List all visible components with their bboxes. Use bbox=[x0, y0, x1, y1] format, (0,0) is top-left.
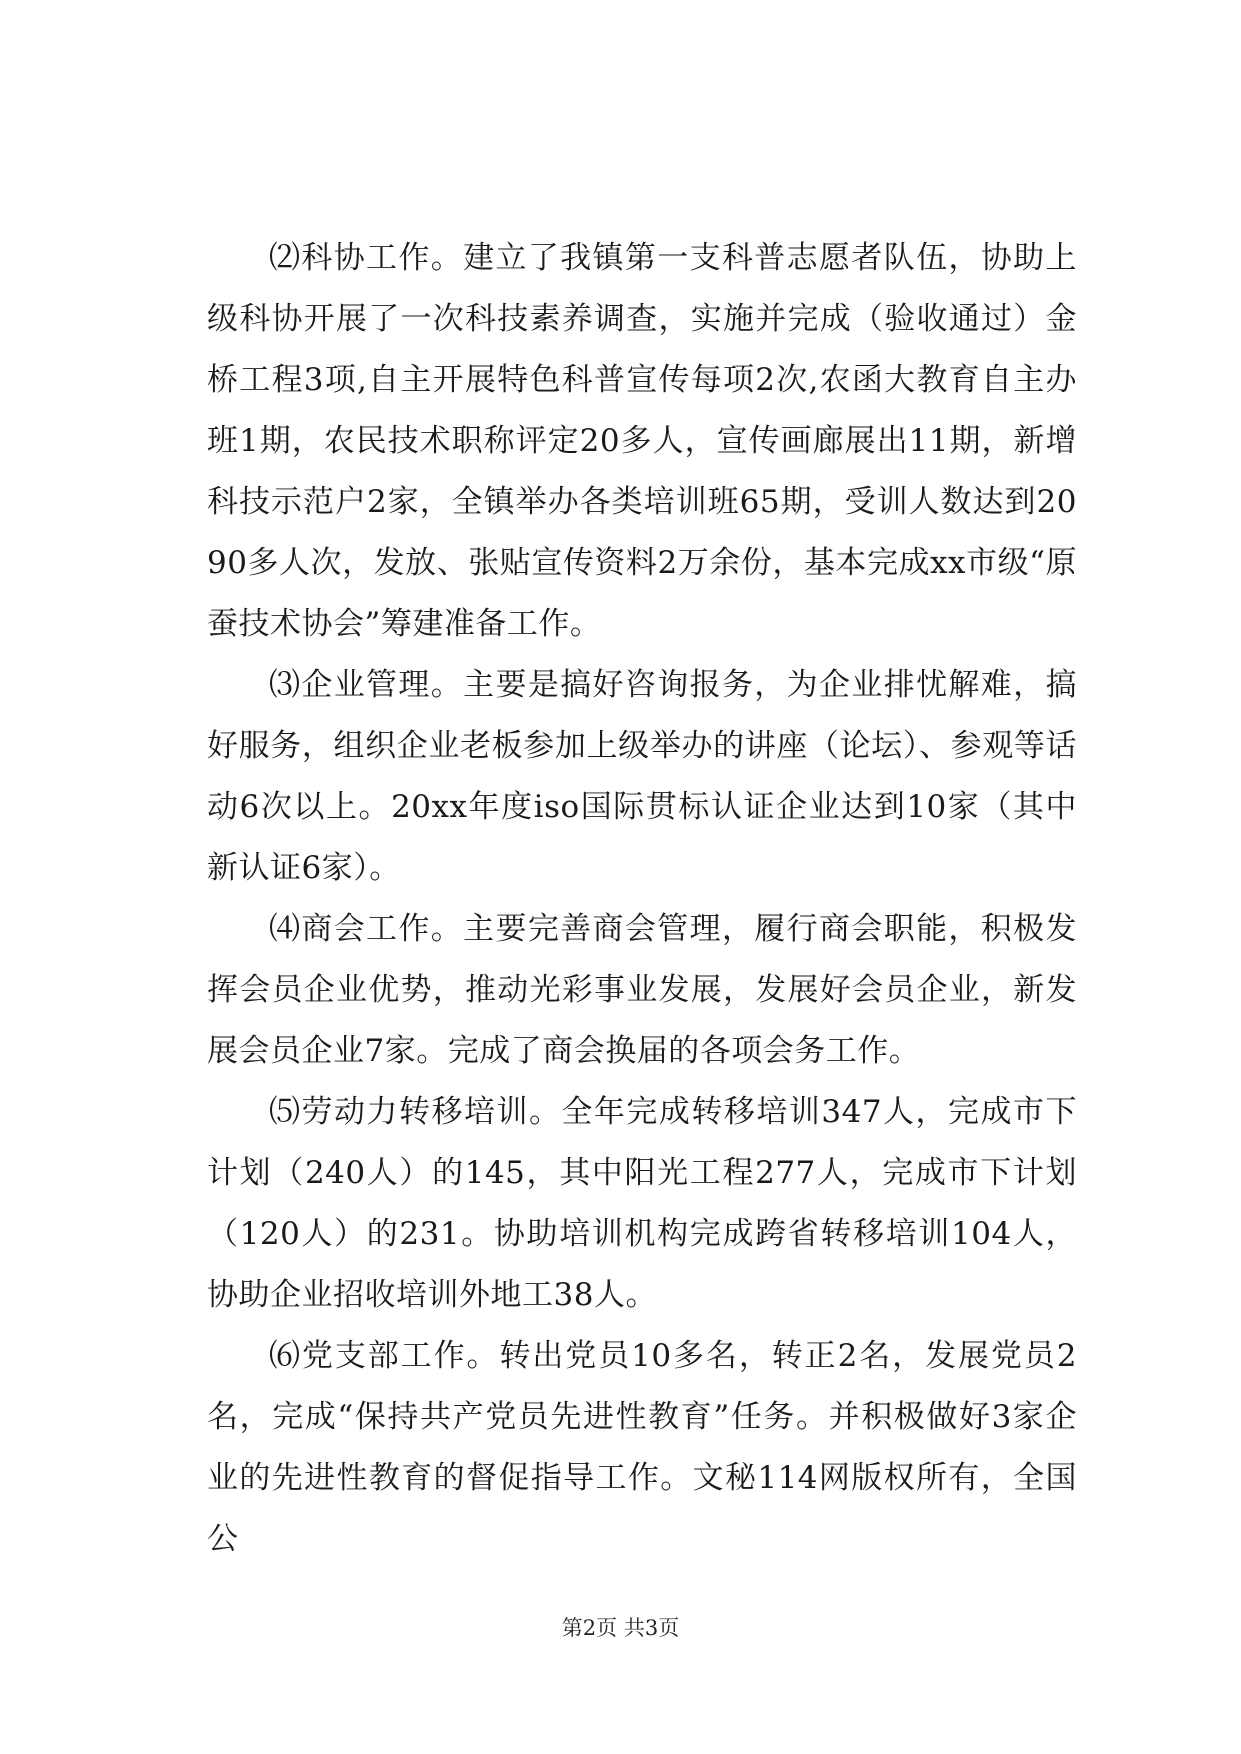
paragraph-chamber-of-commerce: ⑷商会工作。主要完善商会管理，履行商会职能，积极发挥会员企业优势，推动光彩事业发展，发展好会员企业，新发展会员企业7家。完成了商会换届的各项会务工作。 bbox=[207, 911, 1077, 1069]
paragraph-enterprise-management: ⑶企业管理。主要是搞好咨询报务，为企业排忧解难，搞好服务，组织企业老板参加上级举办的讲座（论坛）、参观等话动6次以上。20xx年度iso国际贯标认证企业达到10家（其中新认证6家）。 bbox=[207, 667, 1077, 886]
paragraph-science-association: ⑵科协工作。建立了我镇第一支科普志愿者队伍，协助上级科协开展了一次科技素养调查，实施并完成（验收通过）金桥工程3项,自主开展特色科普宣传每项2次,农函大教育自主办班1期，农民技术职称评定20多人，宣传画廊展出11期，新增科技示范户2家，全镇举办各类培训班65期，受训人数达到2090多人次，发放、张贴宣传资料2万余份，基本完成xx市级“原蚕技术协会”筹建准备工作。 bbox=[207, 240, 1077, 642]
document-body bbox=[207, 228, 1077, 1570]
paragraph-party-branch: ⑹党支部工作。转出党员10多名，转正2名，发展党员2名，完成“保持共产党员先进性教育”任务。并积极做好3家企业的先进性教育的督促指导工作。文秘114网版权所有，全国公 bbox=[207, 1338, 1077, 1557]
paragraph-labor-transfer-training: ⑸劳动力转移培训。全年完成转移培训347人，完成市下计划（240人）的145，其中阳光工程277人，完成市下计划（120人）的231。协助培训机构完成跨省转移培训104人，协助企业招收培训外地工38人。 bbox=[207, 1094, 1077, 1313]
page-footer: 第2页 共3页 bbox=[561, 1616, 680, 1640]
